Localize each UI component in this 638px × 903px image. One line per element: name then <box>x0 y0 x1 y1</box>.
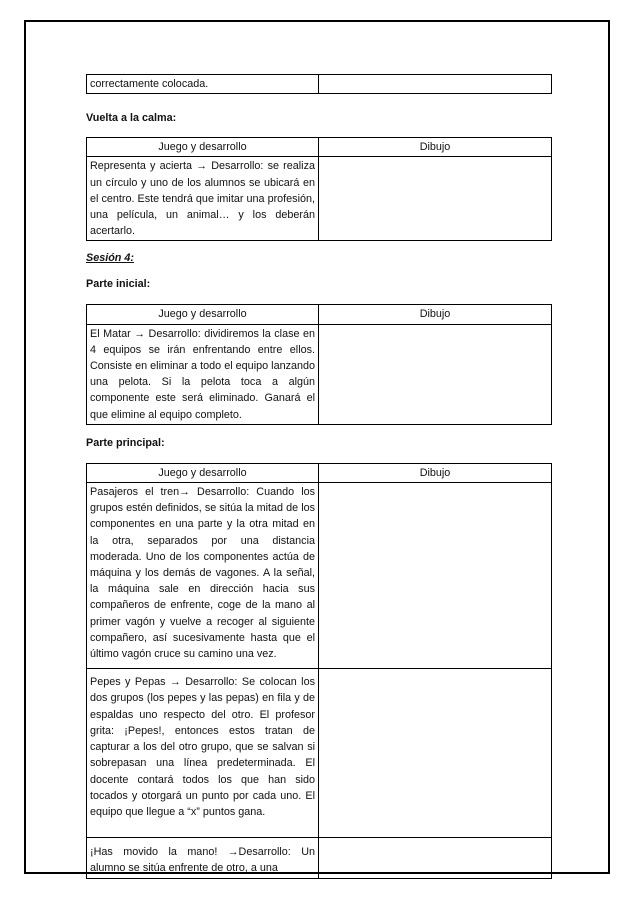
continued-table <box>86 74 552 94</box>
game-description: El Matar → Desarrollo: dividiremos la clase en 4 equipos se irán enfrentando entre ellos. Consiste en eliminar a todo el equipo lanzando una pelota. Si la pelota toca a algún componente este será eliminado. Ganará el que elimine al equipo completo. <box>87 324 319 424</box>
column-header-juego: Juego y desarrollo <box>87 463 319 482</box>
column-header-dibujo: Dibujo <box>319 305 552 324</box>
table-header-row <box>87 138 552 157</box>
drawing-cell <box>319 669 552 838</box>
section-heading-principal: Parte principal: <box>86 436 165 449</box>
inicial-table <box>86 304 552 424</box>
game-description: Pasajeros el tren→ Desarrollo: Cuando los grupos estén definidos, se sitúa la mitad de los componentes en una parte y la otra mitad en la otra, separados por una distancia moderada. Uno de los componentes actúa de máquina y los demás de vagones. A la señal, la máquina sale en dirección hacia sus compañeros de enfrente, coge de la mano al primer vagón y vuelve a recoger al siguiente compañero, así sucesivamente hasta que el último vagón cruce su camino una vez. <box>87 483 319 669</box>
table-row <box>87 838 552 878</box>
section-heading-vuelta: Vuelta a la calma: <box>86 112 177 125</box>
drawing-cell <box>319 157 552 241</box>
vuelta-table <box>86 137 552 241</box>
drawing-cell <box>319 75 552 94</box>
drawing-cell <box>319 324 552 424</box>
section-heading-inicial: Parte inicial: <box>86 278 151 291</box>
table-row <box>87 669 552 838</box>
table-row <box>87 483 552 669</box>
table-row <box>87 157 552 241</box>
column-header-juego: Juego y desarrollo <box>87 138 319 157</box>
session-title: Sesión 4: <box>86 252 135 265</box>
drawing-cell <box>319 838 552 878</box>
column-header-juego: Juego y desarrollo <box>87 305 319 324</box>
game-description: Representa y acierta → Desarrollo: se realiza un círculo y uno de los alumnos se ubicará en el centro. Este tendrá que imitar una profesión, una película, un animal… y los deberán acertarlo. <box>87 157 319 241</box>
table-header-row <box>87 305 552 324</box>
game-description: Pepes y Pepas → Desarrollo: Se colocan los dos grupos (los pepes y las pepas) en fila y de espaldas uno respecto del otro. El profesor grita: ¡Pepes!, entonces estos tratan de capturar a los del otro grupo, que se salvan si sobrepasan una línea predeterminada. El docente contará todos los que han sido tocados y otorgará un punto por cada uno. El equipo que llegue a “x” puntos gana. <box>87 669 319 838</box>
column-header-dibujo: Dibujo <box>319 138 552 157</box>
document-content <box>86 74 551 879</box>
table-row <box>87 324 552 424</box>
principal-table <box>86 463 552 879</box>
table-header-row <box>87 463 552 482</box>
game-description: ¡Has movido la mano! →Desarrollo: Un alumno se sitúa enfrente de otro, a una <box>87 838 319 878</box>
game-description: correctamente colocada. <box>87 75 319 94</box>
table-row <box>87 75 552 94</box>
drawing-cell <box>319 483 552 669</box>
column-header-dibujo: Dibujo <box>319 463 552 482</box>
